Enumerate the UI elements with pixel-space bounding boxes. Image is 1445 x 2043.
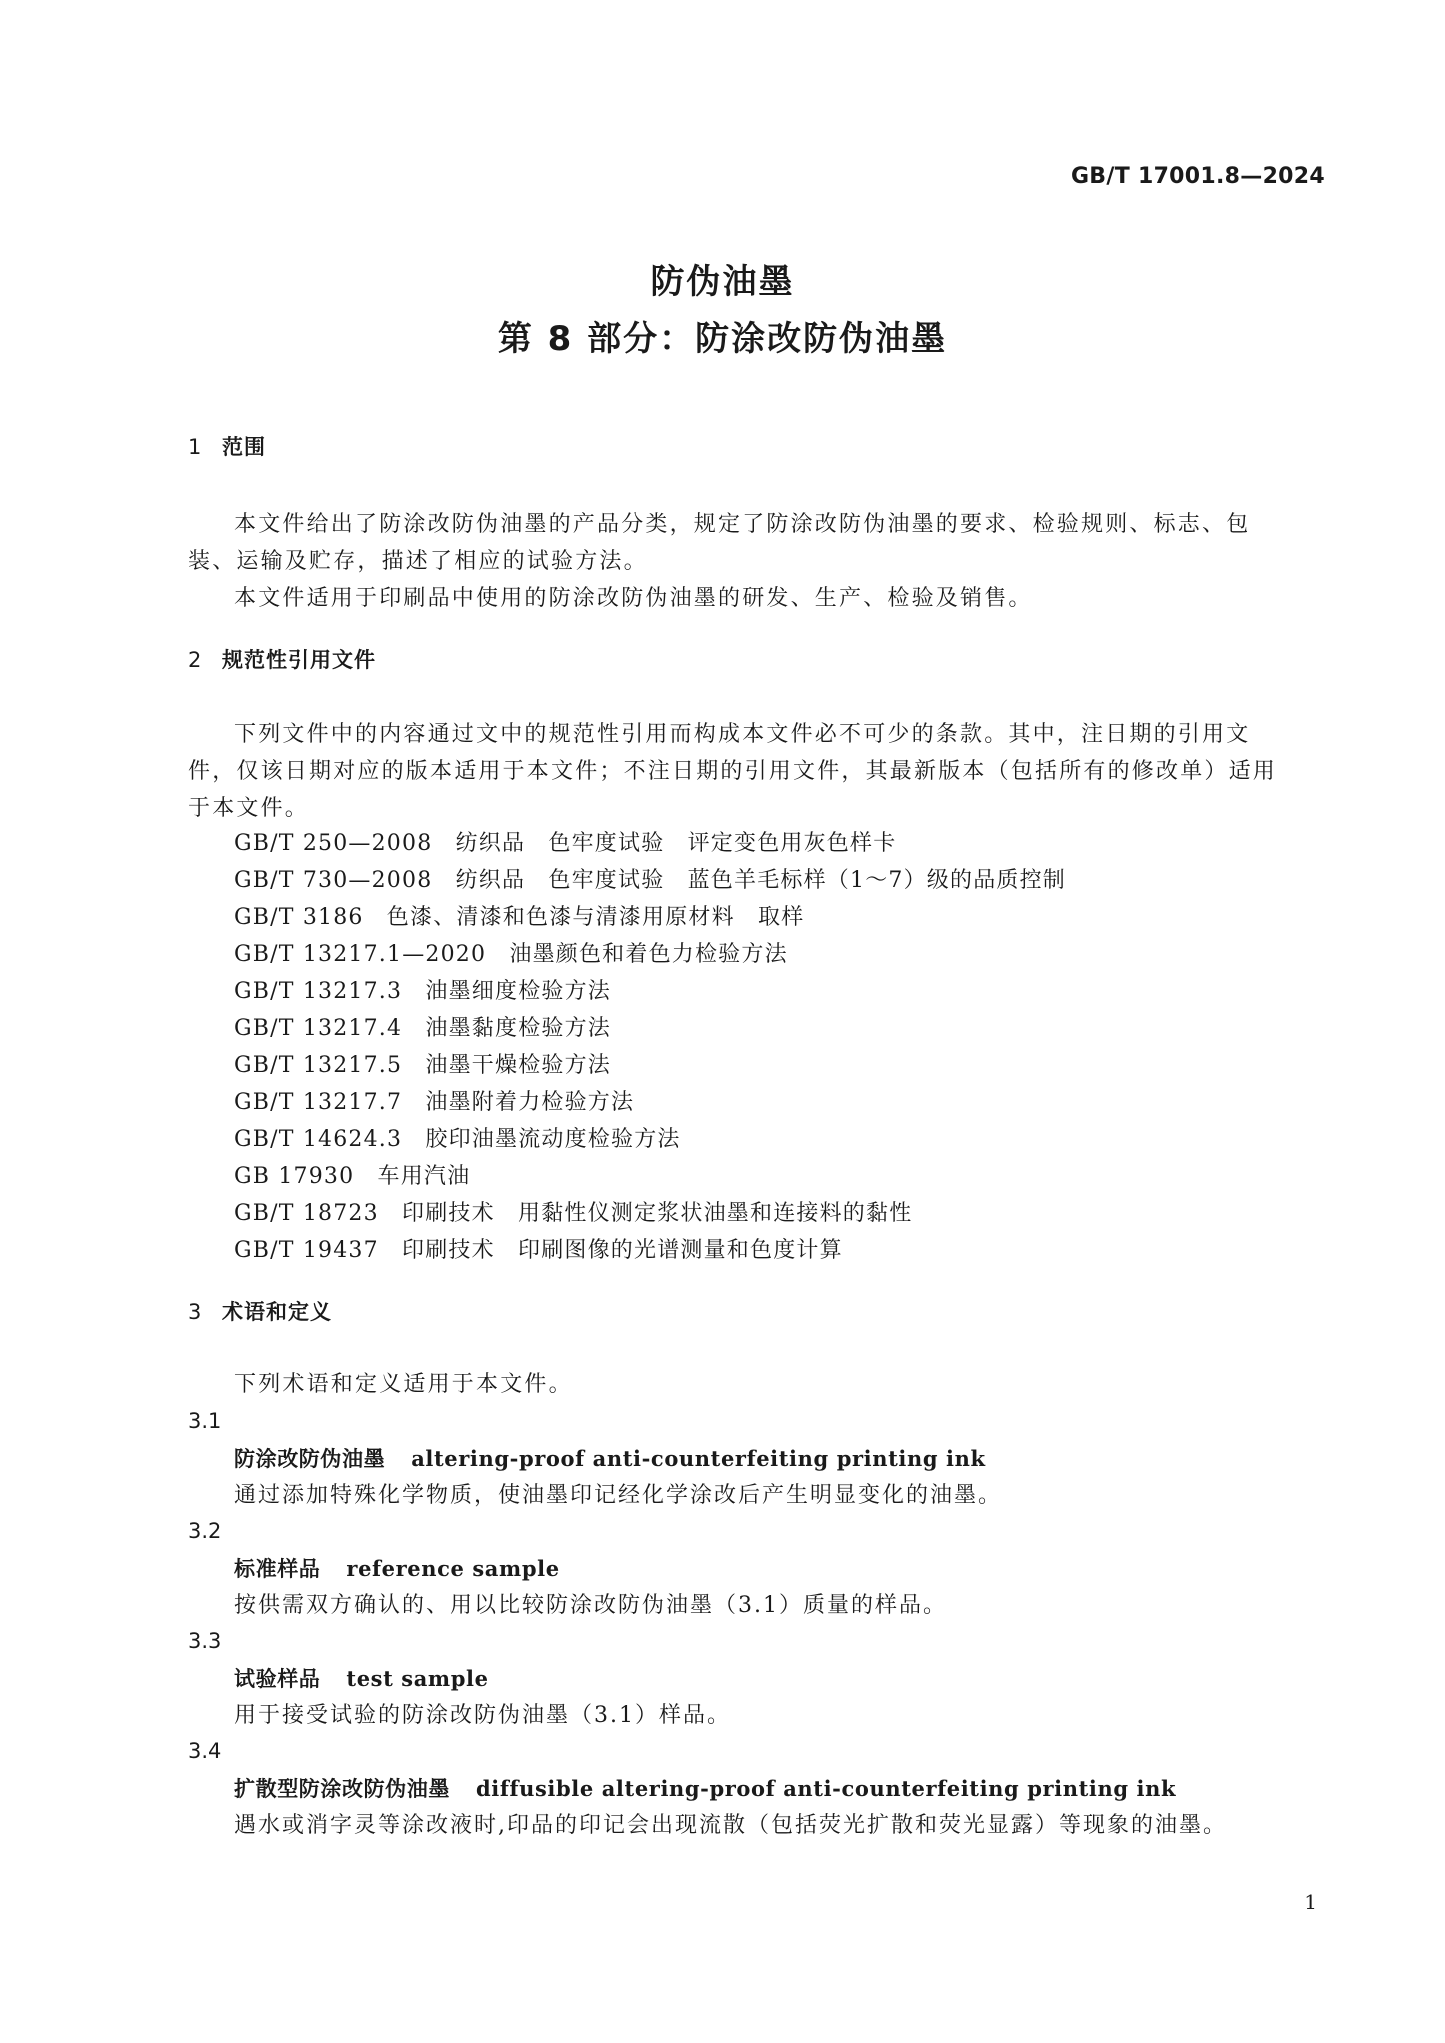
term-definition: 按供需双方确认的、用以比较防涂改防伪油墨（3.1）质量的样品。 (234, 1593, 947, 1618)
reference-item: GB/T 13217.3 油墨细度检验方法 (234, 979, 611, 1004)
section-title: 范围 (222, 435, 266, 459)
term-number: 3.3 (188, 1629, 222, 1653)
section-title: 规范性引用文件 (222, 648, 376, 672)
reference-item: GB/T 3186 色漆、清漆和色漆与清漆用原材料 取样 (234, 905, 805, 930)
reference-item: GB/T 18723 印刷技术 用黏性仪测定浆状油墨和连接料的黏性 (234, 1201, 913, 1226)
term-definition: 用于接受试验的防涂改防伪油墨（3.1）样品。 (234, 1703, 731, 1728)
term-zh: 扩散型防涂改防伪油墨 (234, 1777, 450, 1801)
term-zh: 试验样品 (234, 1667, 321, 1691)
document-subtitle: 第 8 部分：防涂改防伪油墨 (497, 319, 948, 359)
term-heading (234, 1663, 489, 1693)
term-en: reference sample (346, 1556, 560, 1581)
document-title: 防伪油墨 (650, 262, 795, 302)
text-line: 装、运输及贮存，描述了相应的试验方法。 (188, 549, 648, 574)
term-number: 3.4 (188, 1739, 222, 1763)
term-number: 3.1 (188, 1409, 222, 1433)
reference-item: GB/T 730—2008 纺织品 色牢度试验 蓝色羊毛标样（1～7）级的品质控制 (234, 868, 1066, 893)
text-line: 本文件给出了防涂改防伪油墨的产品分类，规定了防涂改防伪油墨的要求、检验规则、标志、包 (234, 512, 1251, 537)
section-number: 1 (188, 435, 203, 459)
text-line: 于本文件。 (188, 796, 310, 821)
section-title: 术语和定义 (222, 1300, 332, 1324)
reference-item: GB/T 14624.3 胶印油墨流动度检验方法 (234, 1127, 681, 1152)
section-number: 2 (188, 648, 203, 672)
standard-code: GB/T 17001.8—2024 (1070, 164, 1325, 189)
term-en: diffusible altering-proof anti-counterfeiting printing ink (476, 1776, 1177, 1801)
reference-item: GB/T 19437 印刷技术 印刷图像的光谱测量和色度计算 (234, 1238, 843, 1263)
section-heading-normative (188, 644, 376, 674)
reference-item: GB 17930 车用汽油 (234, 1164, 471, 1189)
term-en: test sample (346, 1666, 489, 1691)
terms-intro: 下列术语和定义适用于本文件。 (234, 1372, 573, 1397)
reference-item: GB/T 250—2008 纺织品 色牢度试验 评定变色用灰色样卡 (234, 831, 897, 856)
term-definition: 通过添加特殊化学物质，使油墨印记经化学涂改后产生明显变化的油墨。 (234, 1483, 1003, 1508)
reference-item: GB/T 13217.7 油墨附着力检验方法 (234, 1090, 635, 1115)
scope-paragraph-1 (188, 506, 1308, 580)
term-definition: 遇水或消字灵等涂改液时,印品的印记会出现流散（包括荧光扩散和荧光显露）等现象的油墨。 (234, 1813, 1227, 1838)
section-number: 3 (188, 1300, 203, 1324)
page-number: 1 (1304, 1890, 1317, 1914)
section-heading-scope (188, 431, 266, 461)
section-heading-terms (188, 1296, 332, 1326)
reference-item: GB/T 13217.4 油墨黏度检验方法 (234, 1016, 611, 1041)
term-en: altering-proof anti-counterfeiting printing ink (411, 1446, 986, 1471)
reference-item: GB/T 13217.5 油墨干燥检验方法 (234, 1053, 611, 1078)
text-line: 件，仅该日期对应的版本适用于本文件；不注日期的引用文件，其最新版本（包括所有的修改单）适用 (188, 759, 1278, 784)
term-heading (234, 1553, 560, 1583)
scope-paragraph-2: 本文件适用于印刷品中使用的防涂改防伪油墨的研发、生产、检验及销售。 (234, 586, 1033, 611)
term-zh: 防涂改防伪油墨 (234, 1447, 386, 1471)
term-heading (234, 1443, 986, 1473)
normative-intro (188, 716, 1308, 827)
term-heading (234, 1773, 1176, 1803)
term-zh: 标准样品 (234, 1557, 321, 1581)
reference-item: GB/T 13217.1—2020 油墨颜色和着色力检验方法 (234, 942, 788, 967)
text-line: 下列文件中的内容通过文中的规范性引用而构成本文件必不可少的条款。其中，注日期的引用文 (234, 722, 1251, 747)
term-number: 3.2 (188, 1519, 222, 1543)
